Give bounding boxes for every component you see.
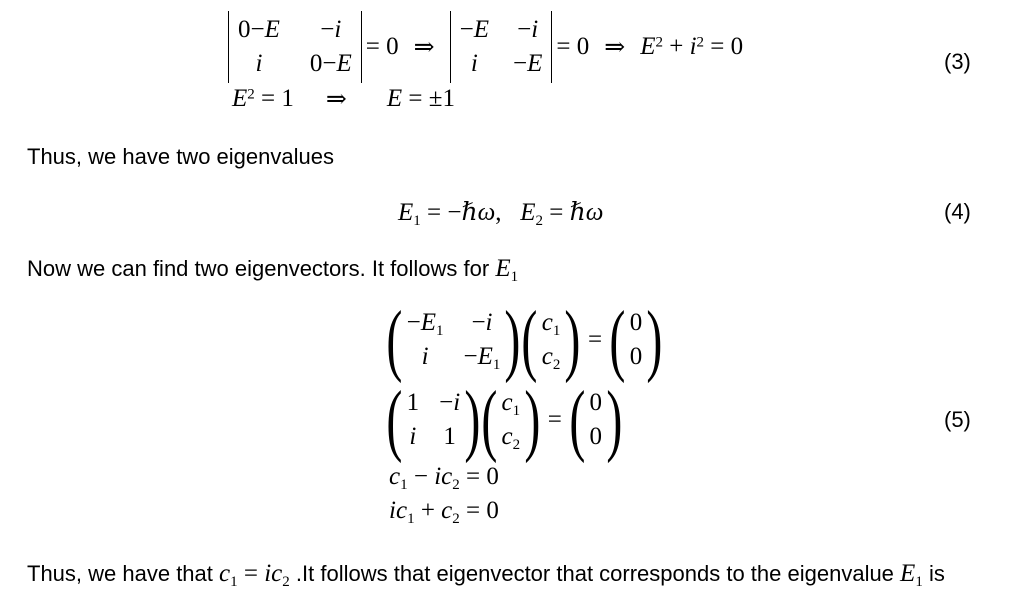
coefficient-vector-1 [538, 308, 565, 372]
determinant-matrix-2 [450, 11, 553, 83]
m1-cell-r2c1: i [421, 343, 429, 370]
e-plus-minus-one: E = ±1 [386, 85, 455, 112]
close-paren-icon: ) [646, 296, 663, 384]
paragraph-conclusion [27, 560, 945, 588]
eigenvalues-expression: $E_1$ = −ℏω, $E_2$ = ℏω [398, 199, 604, 229]
equals-sign: = [587, 326, 603, 353]
open-paren-icon: ( [569, 376, 586, 464]
equation-number-3: (3) [944, 49, 971, 74]
det1-equals-zero: = 0 [365, 33, 399, 60]
det2-cell-r2c2: −E [512, 50, 543, 77]
paragraph-eigenvectors-text: Now we can find two eigenvectors. It follows for [27, 256, 496, 281]
det2-equals-zero: = 0 [556, 33, 590, 60]
m1-cell-r1c2: −i [471, 309, 493, 336]
paragraph-eigenvectors [27, 255, 518, 283]
m1-cell-r1c1: $-E_1$ [406, 309, 444, 339]
equation-3-line-2 [232, 84, 455, 114]
conclusion-text-2: .It follows that eigenvector that corresponds to the eigenvalue [289, 561, 901, 586]
zero-vector-2 [585, 388, 606, 452]
e1-symbol: $E_1$ [495, 255, 519, 285]
close-paren-icon: ) [606, 376, 623, 464]
paragraph-eigenvalues: Thus, we have two eigenvalues [27, 144, 334, 169]
det1-cell-r2c2: 0−E [309, 50, 352, 77]
equation-4 [398, 197, 603, 227]
equation-number-4: (4) [944, 199, 971, 224]
close-paren-icon: ) [564, 296, 581, 384]
scalar-equation-2: $ic_1 + c_2 = 0$ [389, 497, 499, 527]
scalar-equation-1: $c_1 - ic_2 = 0$ [389, 463, 499, 493]
z2-cell-2: 0 [589, 423, 602, 450]
open-paren-icon: ( [386, 296, 403, 384]
det1-cell-r2c1: i [255, 50, 263, 77]
conclusion-text-3: is [922, 561, 945, 586]
v2-cell-2: $c_2$ [501, 423, 521, 453]
zero-vector-1 [626, 308, 647, 372]
equation-3-line-1 [228, 8, 743, 86]
equation-5-block [386, 296, 663, 527]
open-paren-icon: ( [481, 376, 498, 464]
det2-cell-r2c1: i [470, 50, 478, 77]
m2-cell-r2c2: 1 [443, 423, 456, 450]
v1-cell-1: $c_1$ [541, 309, 561, 339]
equation-number-5: (5) [944, 407, 971, 432]
conclusion-text-1: Thus, we have that [27, 561, 219, 586]
e-squared-equation: $E^2 = 1$ [232, 85, 294, 112]
m2-cell-r2c1: i [409, 423, 417, 450]
close-paren-icon: ) [504, 296, 521, 384]
coefficient-vector-2 [497, 388, 524, 452]
e1-symbol: $E_1$ [900, 560, 923, 590]
coefficient-matrix-2 [403, 388, 465, 452]
close-paren-icon: ) [464, 376, 481, 464]
open-paren-icon: ( [609, 296, 626, 384]
det1-cell-r1c2: −i [320, 16, 342, 43]
m2-cell-r1c1: 1 [406, 389, 420, 416]
v1-cell-2: $c_2$ [541, 343, 561, 373]
implies-arrow-icon: ⇒ [325, 86, 347, 113]
v2-cell-1: $c_1$ [501, 389, 521, 419]
det2-cell-r1c2: −i [517, 16, 539, 43]
implies-arrow-icon: ⇒ [604, 34, 626, 61]
matrix-equation-1 [386, 296, 663, 384]
open-paren-icon: ( [386, 376, 403, 464]
z1-cell-2: 0 [629, 343, 643, 370]
m1-cell-r2c2: $-E_1$ [463, 343, 501, 373]
z2-cell-1: 0 [589, 389, 602, 416]
determinant-matrix-1 [228, 11, 362, 83]
det1-cell-r1c1: 0−E [238, 16, 280, 43]
open-paren-icon: ( [521, 296, 538, 384]
m2-cell-r1c2: −i [439, 389, 461, 416]
coefficient-matrix-1 [403, 308, 505, 372]
characteristic-equation: $E^2 + i^2 = 0$ [640, 33, 744, 60]
det2-cell-r1c1: −E [459, 16, 489, 43]
close-paren-icon: ) [524, 376, 541, 464]
equals-sign: = [547, 406, 562, 433]
matrix-equation-2 [386, 376, 623, 464]
c1-equals-ic2: $c_1 = ic_2$ [219, 560, 290, 590]
z1-cell-1: 0 [629, 309, 643, 336]
implies-arrow-icon: ⇒ [413, 34, 435, 61]
